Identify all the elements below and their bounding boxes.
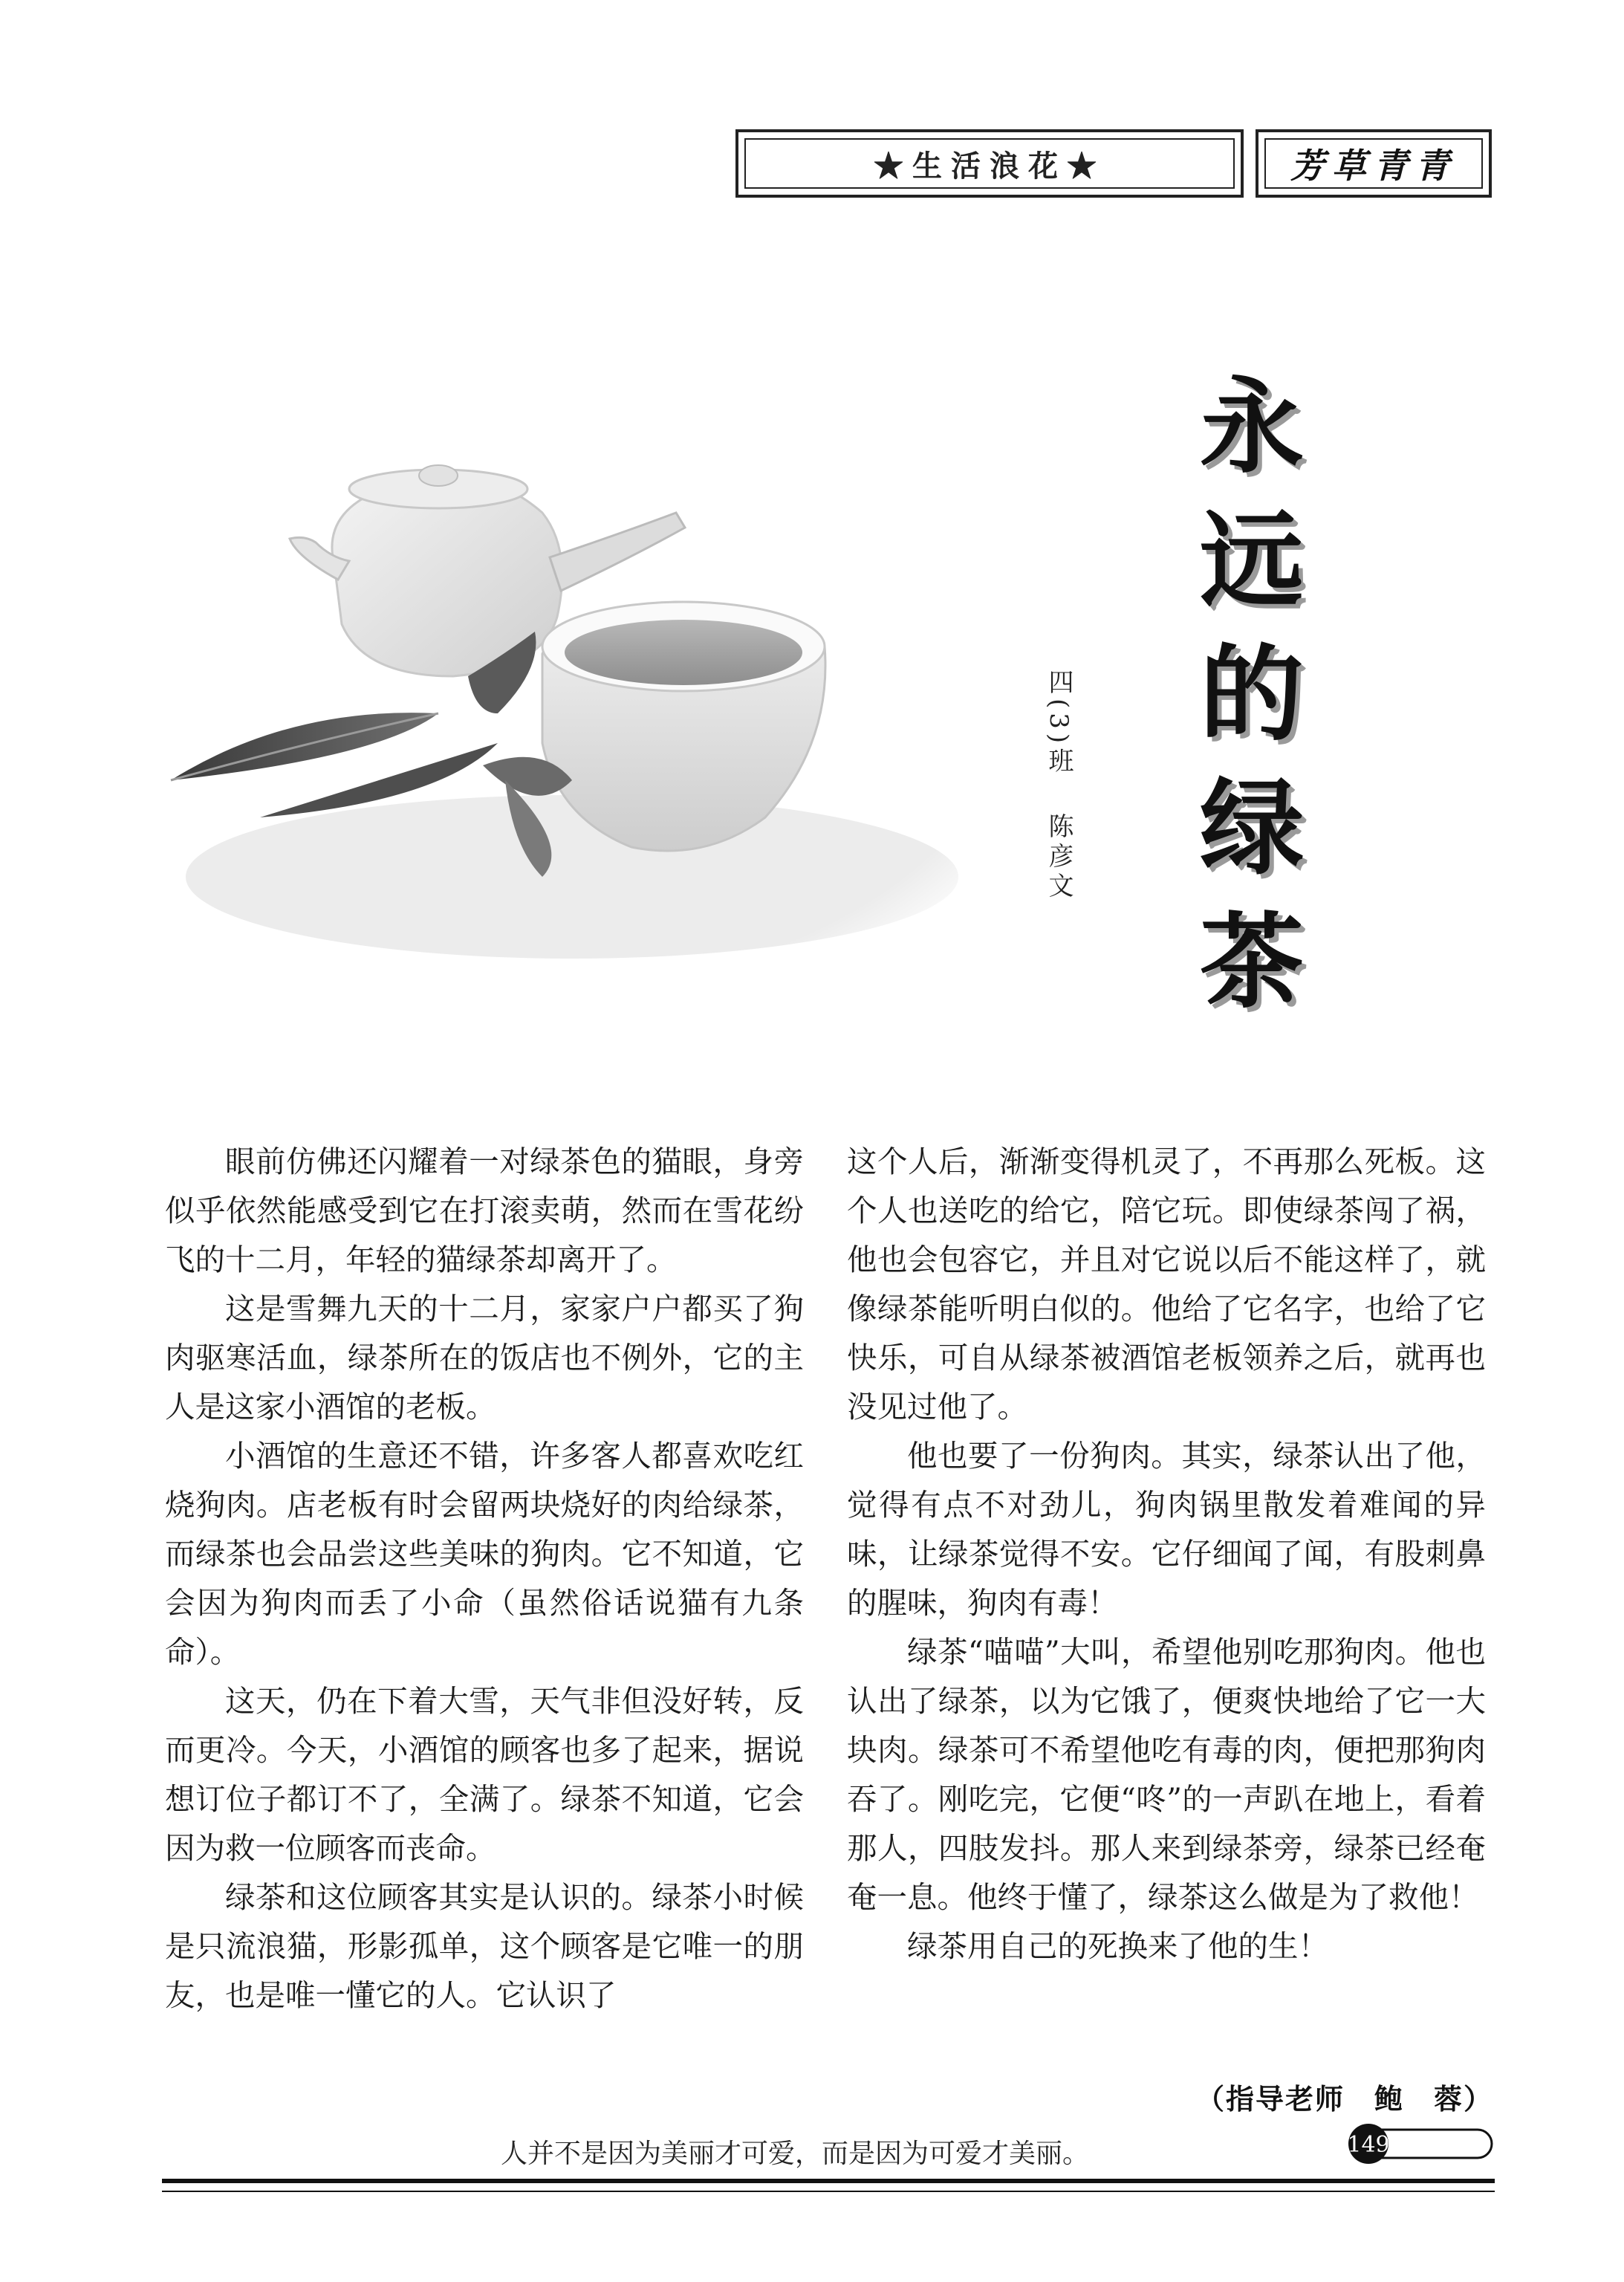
- title-char: 的: [1199, 634, 1304, 756]
- title-char: 远: [1199, 500, 1304, 622]
- title-char: 茶: [1199, 901, 1304, 1023]
- footer-rule-thick: [162, 2179, 1495, 2183]
- paragraph: 绿茶“喵喵”大叫，希望他别吃那狗肉。他也认出了绿茶，以为它饿了，便爽快地给了它一大块肉。绿茶可不希望他吃有毒的肉，便把那狗肉吞了。刚吃完，它便“咚”的一声趴在地上，看着那人，四肢发抖。那人来到绿茶旁，绿茶已经奄奄一息。他终于懂了，绿茶这么做是为了救他！: [847, 1634, 1486, 1915]
- body-right-column: [847, 1137, 1486, 1971]
- page-number-tab: [1346, 2122, 1495, 2164]
- paragraph: 这是雪舞九天的十二月，家家户户都买了狗肉驱寒活血，绿茶所在的饭店也不例外，它的主人是这家小酒馆的老板。: [165, 1291, 804, 1424]
- title-char: 绿: [1199, 768, 1304, 889]
- paragraph-continuation: 这个人后，渐渐变得机灵了，不再那么死板。这个人也送吃的给它，陪它玩。即使绿茶闯了祸，他也会包容它，并且对它说以后不能这样了，就像绿茶能听明白似的。他给了它名字，也给了它快乐，可自从绿茶被酒馆老板领养之后，就再也没见过他了。: [847, 1144, 1486, 1424]
- teacher-credit: （指导老师 鲍 蓉）: [1195, 2083, 1493, 2116]
- paragraph: 绿茶和这位顾客其实是认识的。绿茶小时候是只流浪猫，形影孤单，这个顾客是它唯一的朋友，也是唯一懂它的人。它认识了: [165, 1879, 804, 2013]
- section-label: ★生活浪花★: [744, 138, 1235, 189]
- column-name: 芳草青青: [1264, 138, 1483, 189]
- paragraph: 绿茶用自己的死换来了他的生！: [907, 1928, 1328, 1964]
- paragraph: 小酒馆的生意还不错，许多客人都喜欢吃红烧狗肉。店老板有时会留两块烧好的肉给绿茶，而绿茶也会品尝这些美味的狗肉。它不知道，它会因为狗肉而丢了小命（虽然俗话说猫有九条命）。: [165, 1438, 804, 1670]
- author-byline: [1040, 669, 1077, 944]
- author-name: 陈彦文: [1044, 813, 1074, 903]
- author-class: 四(3)班: [1044, 669, 1074, 778]
- body-left-column: [165, 1137, 804, 2020]
- section-header-box: [735, 129, 1244, 198]
- paragraph: 眼前仿佛还闪耀着一对绿茶色的猫眼，身旁似乎依然能感受到它在打滚卖萌，然而在雪花纷飞的十二月，年轻的猫绿茶却离开了。: [165, 1144, 804, 1277]
- paragraph: 他也要了一份狗肉。其实，绿茶认出了他，觉得有点不对劲儿，狗肉锅里散发着难闻的异味，让绿茶觉得不安。它仔细闻了闻，有股刺鼻的腥味，狗肉有毒！: [847, 1438, 1486, 1621]
- footer-motto: 人并不是因为美丽才可爱，而是因为可爱才美丽。: [500, 2139, 1089, 2169]
- article-title: [1181, 366, 1322, 1023]
- page-number: 149: [1347, 2132, 1390, 2158]
- tea-illustration: [156, 431, 981, 966]
- column-header-box: [1256, 129, 1492, 198]
- paragraph: 这天，仍在下着大雪，天气非但没好转，反而更冷。今天，小酒馆的顾客也多了起来，据说想订位子都订不了，全满了。绿茶不知道，它会因为救一位顾客而丧命。: [165, 1683, 804, 1866]
- title-char: 永: [1199, 366, 1304, 488]
- footer-rule-thin: [162, 2191, 1495, 2192]
